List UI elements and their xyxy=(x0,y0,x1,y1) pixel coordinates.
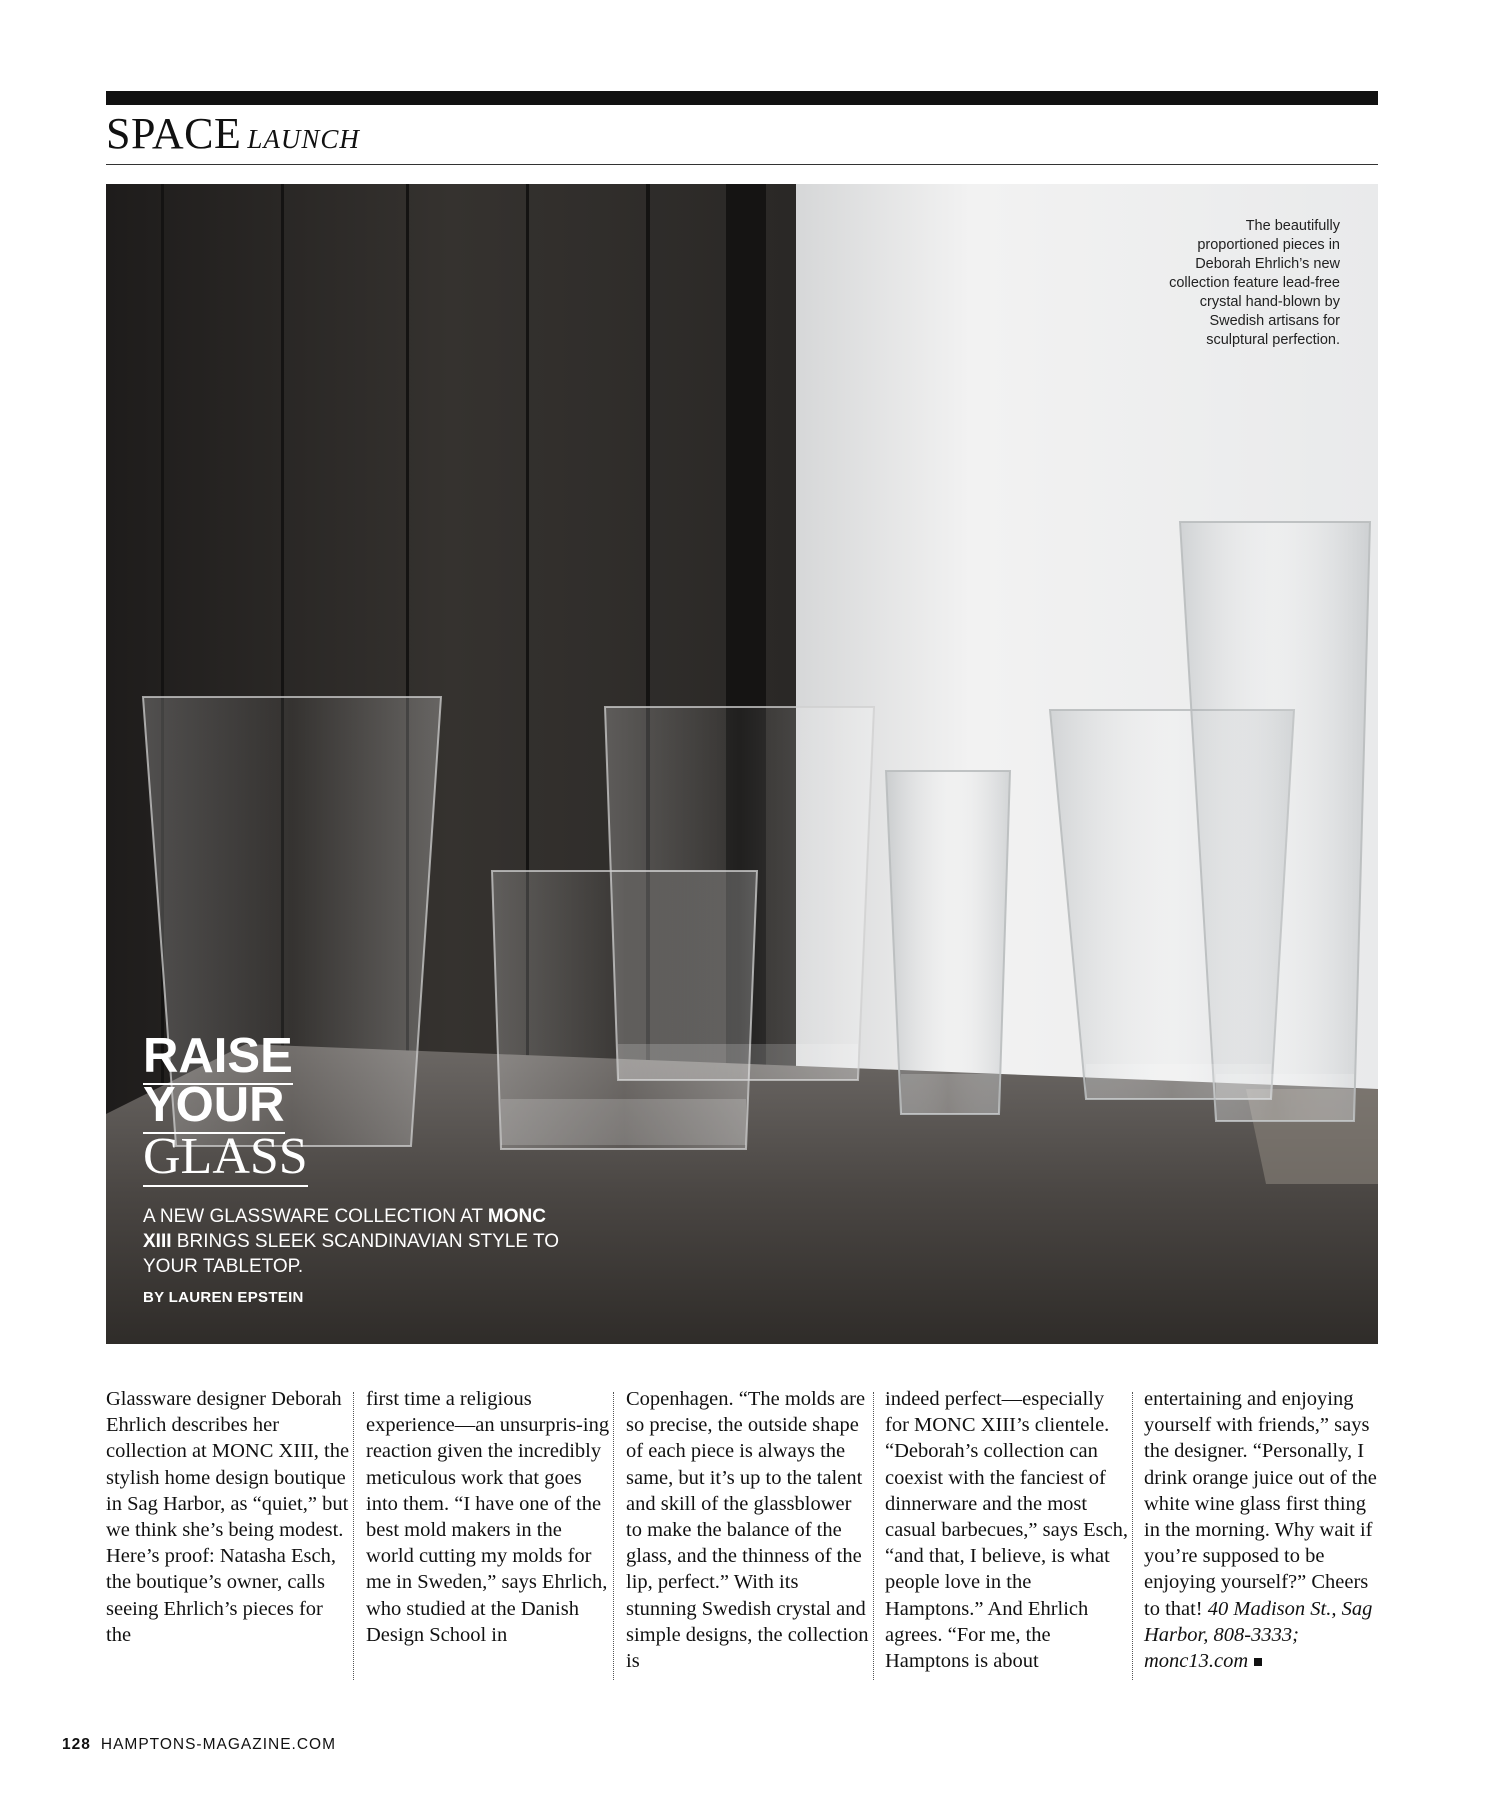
column-divider xyxy=(613,1392,614,1680)
body-column-5 xyxy=(1144,1386,1380,1674)
body-column-2: first time a religious experience—an unsurpris-ing reaction given the incredibly meticulous work that goes into them. “I have one of the best mold makers in the world cutting my molds for me in Sweden,” says Ehrlich, who studied at the Danish Design School in xyxy=(366,1388,610,1646)
column-divider xyxy=(873,1392,874,1680)
folio xyxy=(62,1736,336,1754)
body-column-4: indeed perfect—especially for MONC XIII’s clientele. “Deborah’s collection can coexist with the fanciest of dinnerware and the most casual barbecues,” says Esch, “and that, I believe, is what people love in the Hamptons.” And Ehrlich agrees. “For me, the Hamptons is about xyxy=(885,1388,1129,1673)
section-subtitle: LAUNCH xyxy=(247,124,360,154)
hero-photo xyxy=(106,184,1378,1344)
column-divider xyxy=(1132,1392,1133,1680)
column-divider xyxy=(353,1392,354,1680)
deck-before: A NEW GLASSWARE COLLECTION AT xyxy=(143,1206,483,1227)
headline xyxy=(143,1029,308,1185)
column-5-text: entertaining and enjoying yourself with friends,” says the designer. “Personally, I drink orange juice out of the white wine glass first thing in the morning. Why wait if you’re supposed to be enjoying yourself?” Cheers to that! xyxy=(1144,1388,1377,1620)
deck xyxy=(143,1204,563,1279)
photo-caption: The beautifully proportioned pieces in Deborah Ehrlich’s new collection feature lead-free crystal hand-blown by Swedish artisans for sculptural perfection. xyxy=(1169,218,1340,348)
end-mark-icon xyxy=(1254,1658,1262,1666)
section-header xyxy=(106,108,360,159)
page-number: 128 xyxy=(62,1736,91,1753)
headline-line-1: RAISE xyxy=(143,1029,293,1083)
body-column-1: Glassware designer Deborah Ehrlich describes her collection at MONC XIII, the stylish home design boutique in Sag Harbor, as “quiet,” but we think she’s being modest. Here’s proof: Natasha Esch, the boutique’s owner, calls seeing Ehrlich’s pieces for the xyxy=(106,1388,350,1646)
headline-line-3: GLASS xyxy=(143,1128,308,1185)
top-rule xyxy=(106,91,1378,105)
store-address: 40 Madison St., Sag Harbor, 808-3333; monc13.com xyxy=(1144,1597,1373,1673)
section-title: SPACE xyxy=(106,109,242,158)
byline: BY LAUREN EPSTEIN xyxy=(143,1289,304,1306)
site-url: HAMPTONS-MAGAZINE.COM xyxy=(100,1736,337,1753)
deck-brand: MONC XIII xyxy=(143,1206,546,1252)
headline-line-2: YOUR xyxy=(143,1078,285,1132)
deck-after: BRINGS SLEEK SCANDINAVIAN STYLE TO YOUR TABLETOP. xyxy=(143,1231,560,1277)
header-rule xyxy=(106,164,1378,165)
body-column-3: Copenhagen. “The molds are so precise, the outside shape of each piece is always the same, but it’s up to the talent and skill of the glassblower to make the balance of the glass, and the thinness of the lip, perfect.” With its stunning Swedish crystal and simple designs, the collection is xyxy=(626,1388,869,1673)
